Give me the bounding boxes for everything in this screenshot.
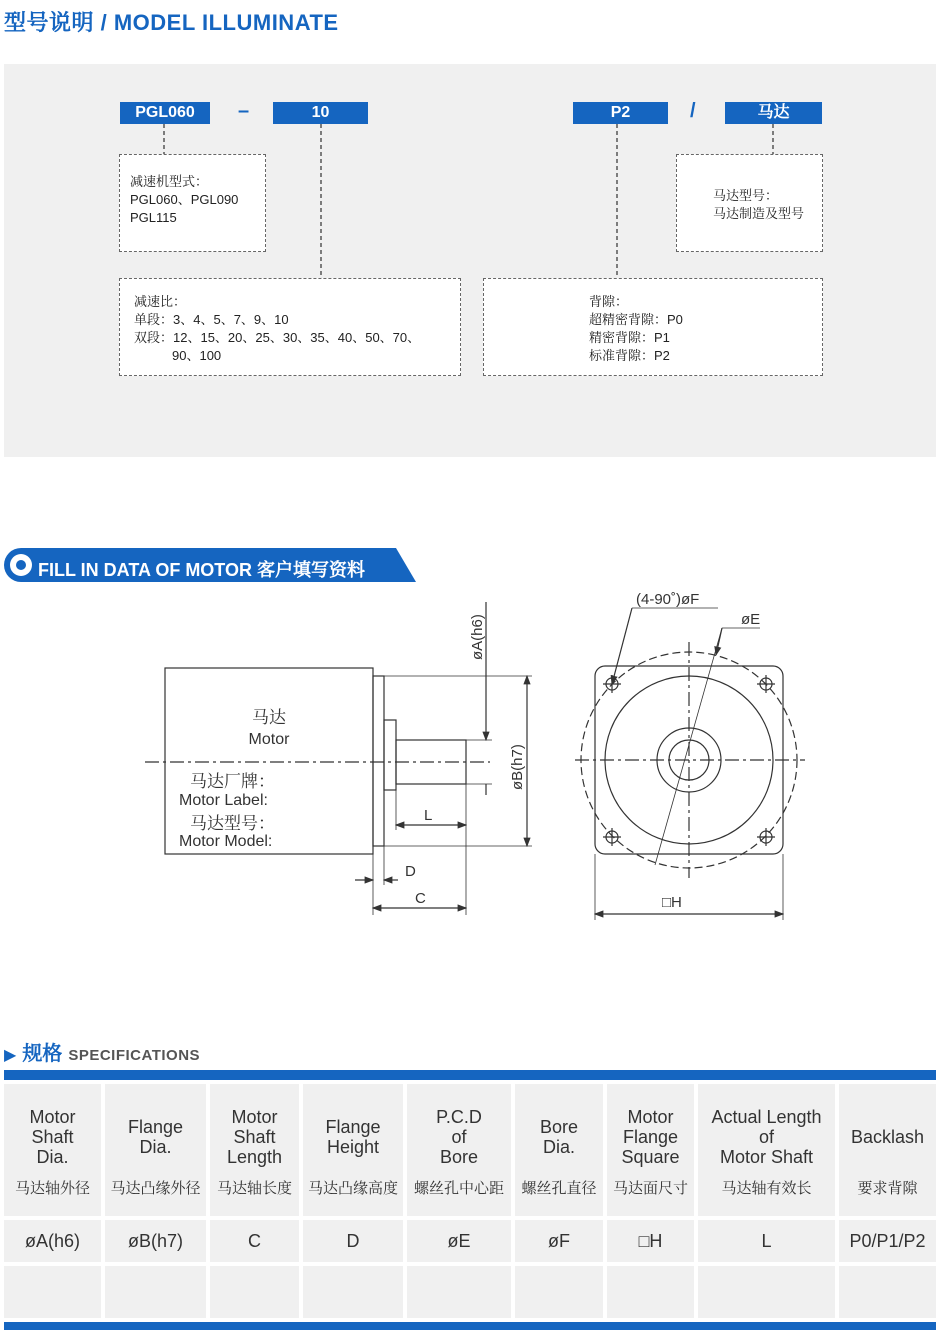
- specs-header-row: [4, 1084, 936, 1216]
- code-ratio: 10: [273, 102, 368, 124]
- specs-fill-cell[interactable]: [698, 1266, 835, 1318]
- dim-e-label: øE: [741, 611, 761, 628]
- specs-value-cell: øF: [515, 1220, 603, 1262]
- specs-fill-cell[interactable]: [303, 1266, 403, 1318]
- fill-section-header: [4, 548, 416, 582]
- specs-value-cell: P0/P1/P2: [839, 1220, 936, 1262]
- note-motor-model: 马达型号： 马达制造及型号: [676, 154, 823, 252]
- dim-c-label: C: [415, 890, 426, 907]
- specs-value-cell: øA(h6): [4, 1220, 101, 1262]
- specs-title: ▶ 规格 SPECIFICATIONS: [4, 1043, 201, 1065]
- specs-fill-cell[interactable]: [839, 1266, 936, 1318]
- note-ratio: 减速比： 单段：3、4、5、7、9、10 双段：12、15、20、25、30、35、40、50、70、 90、100: [119, 278, 461, 376]
- dim-b-label: øB(h7): [509, 744, 526, 790]
- specs-value-cell: □H: [607, 1220, 694, 1262]
- motor-flange: [373, 676, 384, 846]
- dim-f-label: (4-90˚)øF: [636, 591, 700, 608]
- specs-fill-cell[interactable]: [407, 1266, 511, 1318]
- specs-header-cell: Flange Height 马达凸缘高度: [303, 1084, 403, 1216]
- specs-header-cell: Backlash 要求背隙: [839, 1084, 936, 1216]
- specs-header-cell: Motor Shaft Dia. 马达轴外径: [4, 1084, 101, 1216]
- diagram-model-cn: 马达型号：: [190, 814, 275, 833]
- code-separator-dash: –: [238, 100, 250, 122]
- code-series: PGL060: [120, 102, 210, 124]
- model-panel: [4, 64, 936, 457]
- dim-a-label: øA(h6): [469, 614, 486, 660]
- page-title: 型号说明 / MODEL ILLUMINATE: [4, 10, 339, 35]
- code-separator-slash: /: [690, 100, 696, 122]
- fill-section-title: FILL IN DATA OF MOTOR 客户填写资料: [38, 560, 365, 580]
- specs-header-cell: Flange Dia. 马达凸缘外径: [105, 1084, 206, 1216]
- specs-header-cell: Actual Length of Motor Shaft 马达轴有效长: [698, 1084, 835, 1216]
- note-reducer-type: 减速机型式： PGL060、PGL090 PGL115: [119, 154, 266, 252]
- specs-header-cell: Motor Flange Square 马达面尺寸: [607, 1084, 694, 1216]
- specs-value-cell: C: [210, 1220, 299, 1262]
- code-backlash: P2: [573, 102, 668, 124]
- diagram-motor-en: Motor: [248, 731, 290, 748]
- specs-fill-cell[interactable]: [210, 1266, 299, 1318]
- dim-d-label: D: [405, 863, 416, 880]
- diagram-model-en: Motor Model:: [179, 833, 273, 850]
- specs-value-cell: øE: [407, 1220, 511, 1262]
- motor-diagram: [0, 580, 936, 1020]
- diagram-motor-cn: 马达: [252, 708, 286, 727]
- specs-value-cell: øB(h7): [105, 1220, 206, 1262]
- motor-pilot: [384, 720, 396, 790]
- diagram-label-cn: 马达厂牌：: [190, 772, 275, 791]
- code-motor: 马达: [725, 102, 822, 124]
- dim-h-label: □H: [662, 894, 682, 911]
- specs-fill-cell[interactable]: [607, 1266, 694, 1318]
- note-backlash: 背隙： 超精密背隙：P0 精密背隙：P1 标准背隙：P2: [483, 278, 823, 376]
- specs-value-row: [4, 1220, 936, 1262]
- specs-fill-cell[interactable]: [105, 1266, 206, 1318]
- specs-fill-row: [4, 1266, 936, 1318]
- specs-value-cell: L: [698, 1220, 835, 1262]
- specs-value-cell: D: [303, 1220, 403, 1262]
- diagram-label-en: Motor Label:: [179, 792, 268, 809]
- specs-top-bar: [4, 1070, 936, 1080]
- specs-header-cell: Bore Dia. 螺丝孔直径: [515, 1084, 603, 1216]
- specs-fill-cell[interactable]: [4, 1266, 101, 1318]
- specs-header-cell: Motor Shaft Length 马达轴长度: [210, 1084, 299, 1216]
- dim-l-label: L: [424, 807, 433, 824]
- specs-fill-cell[interactable]: [515, 1266, 603, 1318]
- specs-header-cell: P.C.D of Bore 螺丝孔中心距: [407, 1084, 511, 1216]
- specs-bottom-bar: [4, 1322, 936, 1330]
- triangle-right-icon: ▶: [4, 1047, 17, 1064]
